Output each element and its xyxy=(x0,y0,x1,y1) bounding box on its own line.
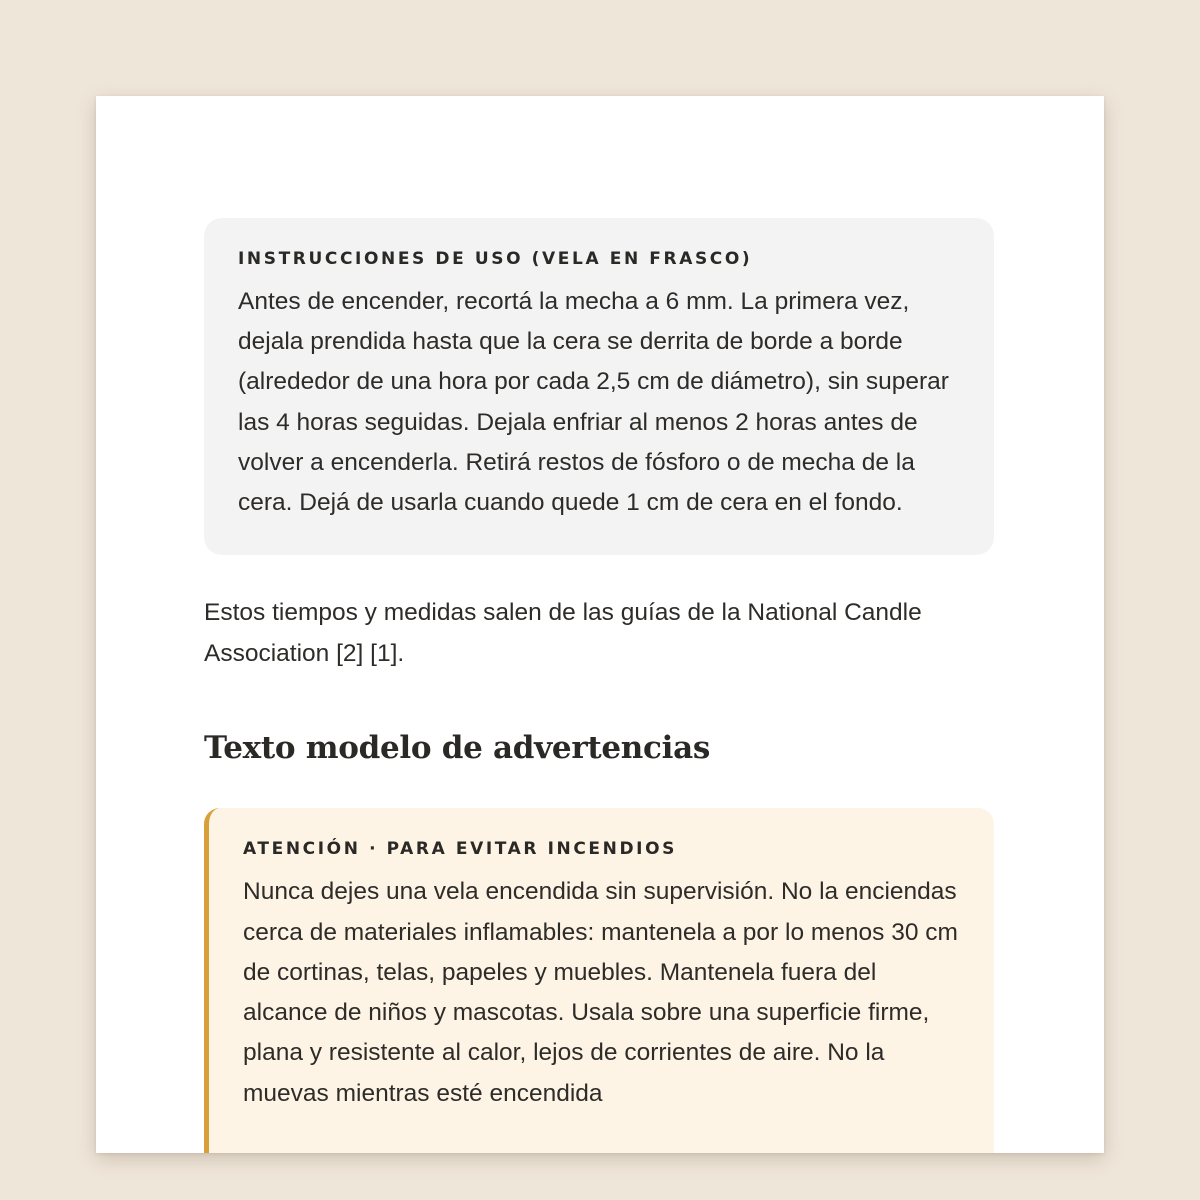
warning-label: ATENCIÓN · PARA EVITAR INCENDIOS xyxy=(243,839,678,860)
document-content xyxy=(204,218,994,1153)
source-note: Estos tiempos y medidas salen de las guías de la National Candle Association [2] [1]. xyxy=(204,599,922,667)
warning-text: Nunca dejes una vela encendida sin supervisión. No la enciendas cerca de materiales inflamables: mantenela a por lo menos 30 cm de cortinas, telas, papeles y muebles. Mantenela fuera del alcance de niños y mascotas. Usala sobre una superficie firme, plana y resistente al calor, lejos de corrientes de aire. No la muevas mientras esté encendida xyxy=(243,878,958,1107)
document-page xyxy=(96,96,1104,1153)
warning-box xyxy=(204,808,994,1153)
usage-instructions-box xyxy=(204,218,994,555)
usage-instructions-label: INSTRUCCIONES DE USO (VELA EN FRASCO) xyxy=(238,249,753,269)
section-heading: Texto modelo de advertencias xyxy=(204,730,711,767)
usage-instructions-text: Antes de encender, recortá la mecha a 6 mm. La primera vez, dejala prendida hasta que la cera se derrita de borde a borde (alrededor de una hora por cada 2,5 cm de diámetro), sin superar las 4 horas seguidas. Dejala enfriar al menos 2 horas antes de volver a encenderla. Retirá restos de fósforo o de mecha de la cera. Dejá de usarla cuando quede 1 cm de cera en el fondo. xyxy=(238,288,949,517)
